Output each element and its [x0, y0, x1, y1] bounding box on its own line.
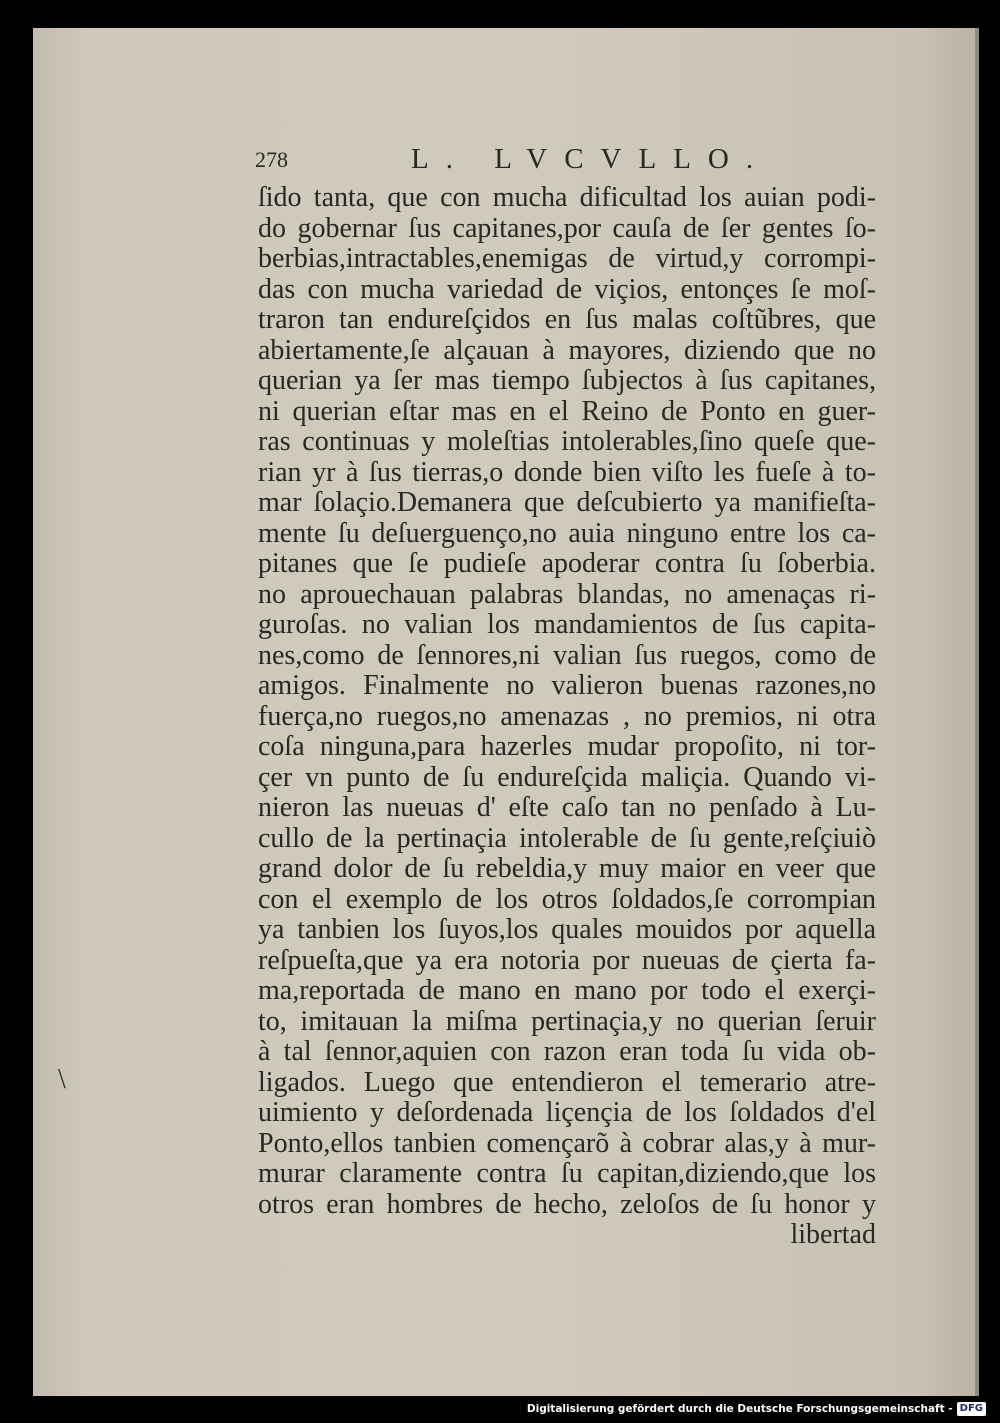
text-line: pitanes que ſe pudieſe apoderar contra ſu ſoberbia.	[258, 548, 876, 579]
text-line: do gobernar ſus capitanes,por cauſa de ſer gentes ſo-	[258, 212, 876, 244]
text-line: rian yr à ſus tierras,o donde bien viſto les fueſe à to-	[258, 456, 876, 488]
text-line: cullo de la pertinaçia intolerable de ſu gente,reſçiuiò	[258, 822, 876, 854]
text-line: con el exemplo de los otros ſoldados,ſe corrompian	[258, 883, 876, 915]
text-line: to, imitauan la miſma pertinaçia,y no querian ſeruir	[258, 1005, 876, 1037]
text-line: ya tanbien los ſuyos,los quales mouidos por aquella	[258, 914, 876, 945]
body-text	[258, 183, 882, 1251]
text-line: mar ſolaçio.Demanera que deſcubierto ya manifieſta-	[258, 487, 876, 518]
text-line: ni querian eſtar mas en el Reino de Ponto en guer-	[258, 395, 876, 427]
margin-mark: \	[58, 1064, 66, 1095]
page-number: 278	[255, 147, 288, 172]
text-line: ligados. Luego que entendieron el temerario atre-	[258, 1066, 876, 1098]
text-line: libertad	[790, 1219, 876, 1250]
text-line: amigos. Finalmente no valieron buenas razones,no	[258, 670, 876, 701]
footer-credit: Digitalisierung gefördert durch die Deutsche Forschungsgemeinschaft -	[526, 1403, 953, 1415]
text-line: mente ſu deſuerguenço,no auia ninguno entre los ca-	[258, 517, 876, 549]
text-line: à tal ſennor,aquien con razon eran toda ſu vida ob-	[258, 1036, 876, 1067]
text-line: no aprouechauan palabras blandas, no amenaças ri-	[258, 578, 876, 610]
text-line: querian ya ſer mas tiempo ſubjectos à ſus capitanes,	[258, 365, 876, 396]
text-line: berbias,intractables,enemigas de virtud,y corrompi-	[258, 243, 876, 274]
text-line: ſido tanta, que con mucha dificultad los auian podi-	[258, 182, 876, 213]
page-edge	[975, 28, 979, 1396]
text-line: Ponto,ellos tanbien començarõ à cobrar alas,y à mur-	[258, 1127, 876, 1159]
dfg-logo-icon: DFG	[957, 1402, 986, 1416]
text-line: uimiento y deſordenada liçençia de los ſoldados d'el	[258, 1097, 876, 1128]
text-line: das con mucha variedad de viçios, entonçes ſe moſ-	[258, 273, 876, 305]
text-line: grand dolor de ſu rebeldia,y muy maior en veer que	[258, 853, 876, 884]
text-line: nieron las nueuas d' eſte caſo tan no penſado à Lu-	[258, 792, 876, 823]
text-line: çer vn punto de ſu endureſçida maliçia. Quando vi-	[258, 761, 876, 793]
text-line: fuerça,no ruegos,no amenazas , no premios, ni otra	[258, 700, 876, 732]
text-line: reſpueſta,que ya era notoria por nueuas de çierta fa-	[258, 944, 876, 976]
text-line: murar claramente contra ſu capitan,diziendo,que los	[258, 1158, 876, 1189]
text-line: coſa ninguna,para hazerles mudar propoſito, ni tor-	[258, 731, 876, 762]
text-line: traron tan endureſçidos en ſus malas coſtũbres, que	[258, 304, 876, 335]
text-line: nes,como de ſennores,ni valian ſus ruegos, como de	[258, 639, 876, 671]
running-title: L. LVCVLLO.	[411, 143, 771, 175]
text-line: ras continuas y moleſtias intolerables,ſino queſe que-	[258, 426, 876, 457]
text-line: guroſas. no valian los mandamientos de ſus capita-	[258, 609, 876, 640]
page-header	[255, 143, 771, 179]
text-line: abiertamente,ſe alçauan à mayores, diziendo que no	[258, 334, 876, 366]
digitization-footer	[527, 1400, 986, 1418]
text-line: ma,reportada de mano en mano por todo el exerçi-	[258, 975, 876, 1006]
text-line: otros eran hombres de hecho, zeloſos de ſu honor y	[258, 1188, 876, 1220]
